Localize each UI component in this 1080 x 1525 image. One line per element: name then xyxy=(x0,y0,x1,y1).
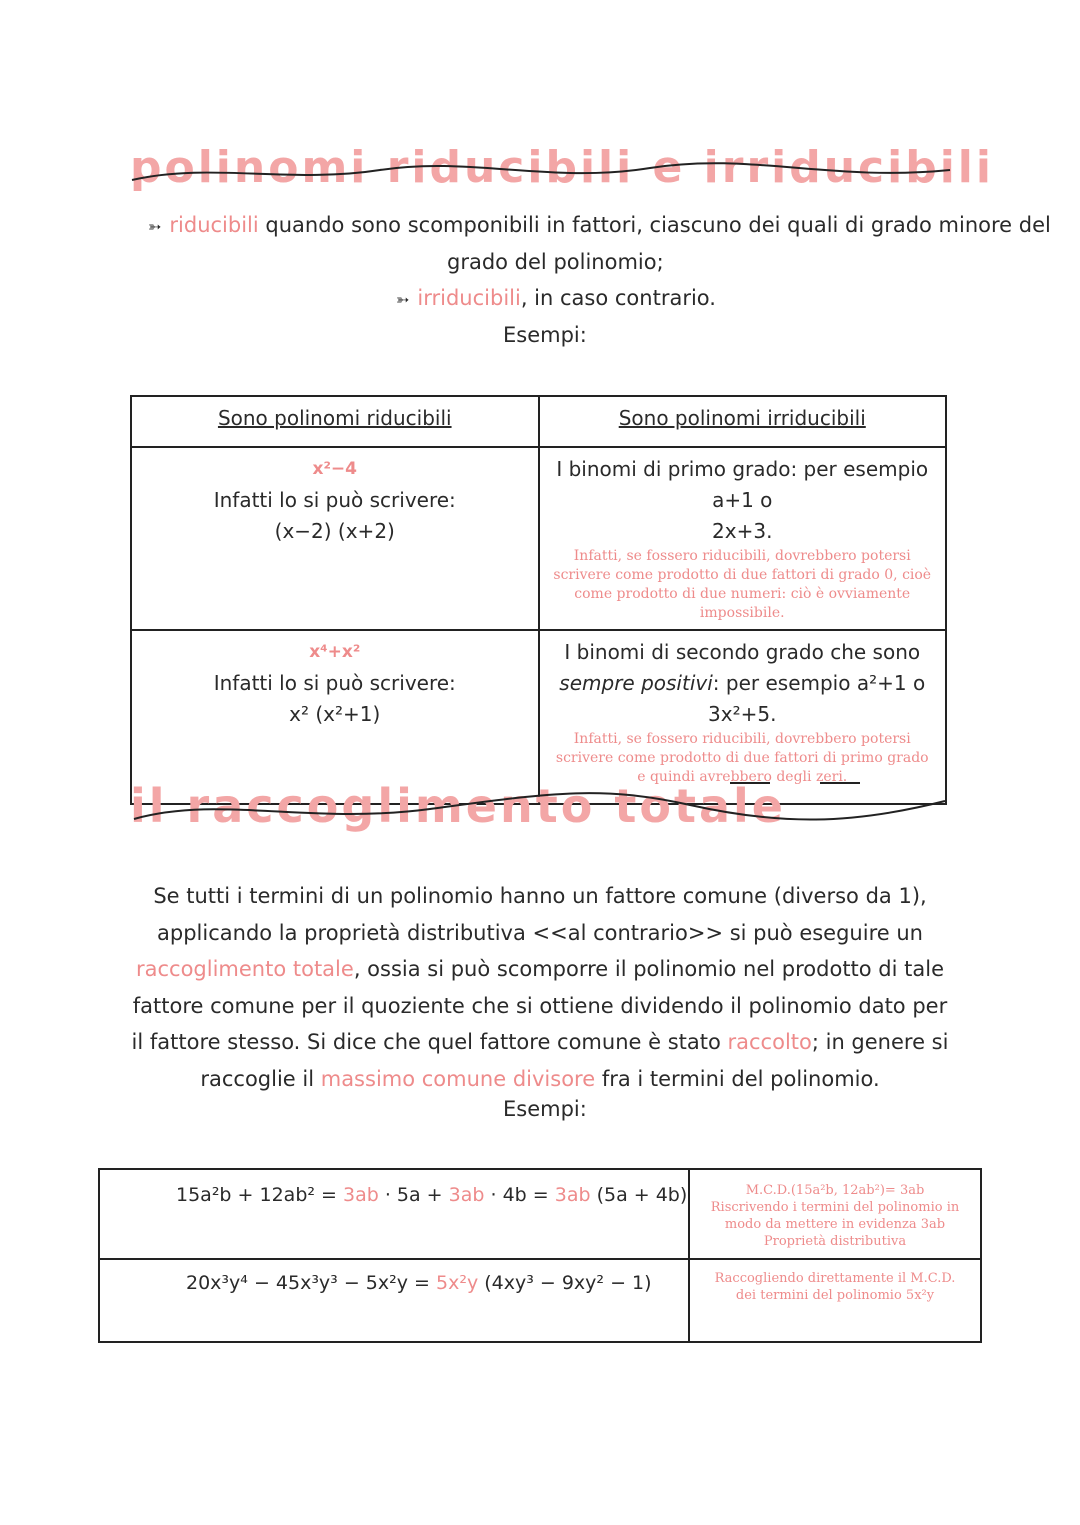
definition-text-3: , in caso contrario. xyxy=(520,286,716,310)
table-riducibili-irriducibili xyxy=(130,395,947,805)
keyword-riducibili: riducibili xyxy=(169,213,259,237)
table-row xyxy=(131,447,946,630)
section-title-raccoglimento xyxy=(130,775,960,833)
title-block-letters: polinomi riducibili e irriducibili xyxy=(130,142,994,193)
title-block-letters: il raccoglimento totale xyxy=(130,779,786,833)
example-expression-2: 20x³y⁴ − 45x³y³ − 5x²y = 5x²y (4xy³ − 9xy² − 1) xyxy=(99,1259,689,1342)
keyword-raccoglimento-totale: raccoglimento totale xyxy=(135,957,354,981)
header-left: Sono polinomi riducibili xyxy=(131,396,539,447)
table-header-row xyxy=(131,396,946,447)
cell-irriducibile-2: I binomi di secondo grado che sono sempre positivi: per esempio a²+1 o 3x²+5. Infatti, se fossero riducibili, dovrebbero potersi scrivere come prodotto di due fattori di primo grado e quindi avrebbero degli zeri. xyxy=(539,630,947,804)
table-esempi-raccoglimento xyxy=(98,1168,982,1343)
examples-label-2: Esempi: xyxy=(503,1097,587,1121)
example-note-2: Raccogliendo direttamente il M.C.D. dei termini del polinomio 5x²y xyxy=(689,1259,981,1342)
title-scribble-decoration xyxy=(130,140,960,198)
definition-line-3 xyxy=(396,286,716,310)
definition-line-2: grado del polinomio; xyxy=(447,250,664,274)
arrow-icon: ➳ xyxy=(396,290,410,309)
example-note-1: M.C.D.(15a²b, 12ab²)= 3ab Riscrivendo i termini del polinomio in modo da mettere in evidenza 3ab Proprietà distributiva xyxy=(689,1169,981,1259)
arrow-icon: ➳ xyxy=(148,217,162,236)
example-expression-1: 15a²b + 12ab² = 3ab · 5a + 3ab · 4b = 3ab (5a + 4b) xyxy=(99,1169,689,1259)
section-title-polinomi xyxy=(130,140,994,198)
examples-label-1: Esempi: xyxy=(503,323,587,347)
keyword-raccolto: raccolto xyxy=(727,1030,812,1054)
cell-riducibile-1: x²−4 Infatti lo si può scrivere: (x−2) (x+2) xyxy=(131,447,539,630)
title-scribble-decoration xyxy=(130,775,960,837)
table-row xyxy=(99,1169,981,1259)
cell-riducibile-2: x⁴+x² Infatti lo si può scrivere: x² (x²+1) xyxy=(131,630,539,804)
keyword-irriducibili: irriducibili xyxy=(417,286,521,310)
table-row xyxy=(99,1259,981,1342)
definition-text-1: quando sono scomponibili in fattori, ciascuno dei quali di grado minore del xyxy=(258,213,1051,237)
definition-line-1 xyxy=(148,213,1051,237)
cell-irriducibile-1: I binomi di primo grado: per esempio a+1 o 2x+3. Infatti, se fossero riducibili, dovrebbero potersi scrivere come prodotto di due fattori di grado 0, cioè come prodotto di due numeri: ciò è ovviamente impossibile. xyxy=(539,447,947,630)
header-right: Sono polinomi irriducibili xyxy=(539,396,947,447)
keyword-mcd: massimo comune divisore xyxy=(320,1066,596,1091)
raccoglimento-paragraph: Se tutti i termini di un polinomio hanno un fattore comune (diverso da 1), applicando la proprietà distributiva <<al contrario>> si può eseguire un raccoglimento totale, ossia si può scomporre il polinomio nel prodotto di tale fattore comune per il quoziente che si ottiene dividendo il polinomio dato per il fattore stesso. Si dice che quel fattore comune è stato raccolto; in genere si raccoglie il massimo comune divisore fra i termini del polinomio. xyxy=(131,884,949,1091)
